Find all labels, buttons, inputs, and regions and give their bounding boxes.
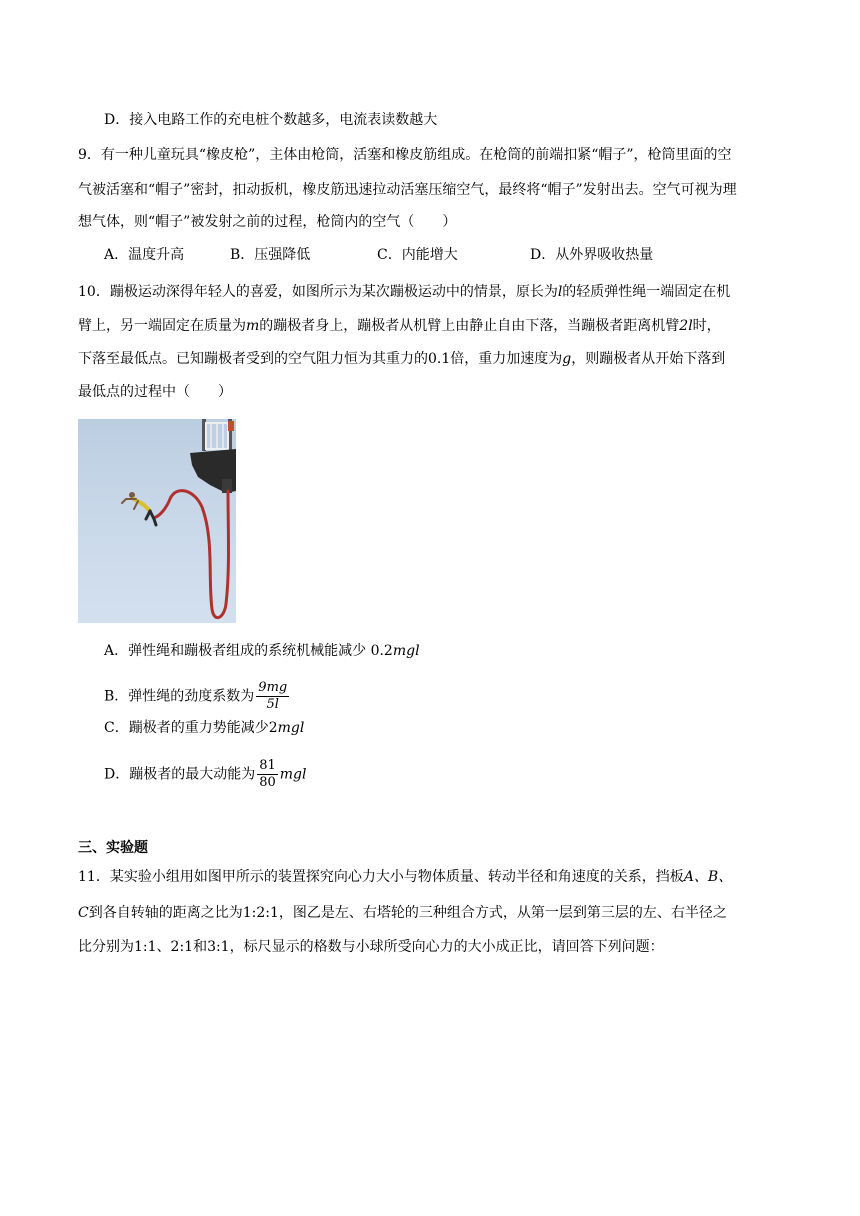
q9-option-c: C．内能增大 [377,247,458,263]
q10-option-d: D．蹦极者的最大动能为 $\frac{81}{80}$ mgl [104,758,307,790]
q9-text-line2: 气被活塞和“帽子”密封，扣动扳机，橡皮筋迅速拉动活塞压缩空气，最终将“帽子”发射出去。空气可视为理 [78,182,737,198]
q9-option-d: D．从外界吸收热量 [530,247,654,263]
q9-option-a: A．温度升高 [104,247,185,263]
q10-text-line2: 臂上，另一端固定在质量为m的蹦极者身上，蹦极者从机臂上由静止自由下落，当蹦极者距离机臂2l时， [78,318,721,334]
q9-text-line1: 9．有一种儿童玩具“橡皮枪”，主体由枪筒，活塞和橡皮筋组成。在枪筒的前端扣紧“帽子”，枪筒里面的空 [78,147,732,163]
q8-option-d: D．接入电路工作的充电桩个数越多，电流表读数越大 [104,112,438,128]
q10-text-line3: 下落至最低点。已知蹦极者受到的空气阻力恒为其重力的0.1倍，重力加速度为g，则蹦极者从开始下落到 [78,351,726,367]
q11-text-line3: 比分别为1:1、2:1和3:1，标尺显示的格数与小球所受向心力的大小成正比，请回答下列问题： [78,939,664,955]
q11-text-line1: 11．某实验小组用如图甲所示的装置探究向心力大小与物体质量、转动半径和角速度的关系，挡板A、B、 [78,869,733,885]
q9-text-line3: 想气体，则“帽子”被发射之前的过程，枪筒内的空气（ ） [78,214,457,230]
q9-option-b: B．压强降低 [230,247,311,263]
q10-text-line1: 10．蹦极运动深得年轻人的喜爱，如图所示为某次蹦极运动中的情景，原长为l的轻质弹性绳一端固定在机 [78,284,731,300]
q10-option-a: A．弹性绳和蹦极者组成的系统机械能减少 0.2mgl [104,643,420,659]
section-heading: 三、实验题 [78,840,148,856]
q11-text-line2: C到各自转轴的距离之比为1:2:1，图乙是左、右塔轮的三种组合方式，从第一层到第三层的左、右半径之 [78,905,727,921]
q10-text-line4: 最低点的过程中（ ） [78,384,232,400]
fraction-81-80: $\frac{81}{80}$ [259,758,276,790]
q10-option-c: C．蹦极者的重力势能减少2mgl [104,720,305,736]
fraction-9mg-5l: $\frac{9mg}{5l}$ [258,680,288,712]
bungee-photo [78,419,236,623]
q10-option-b: B．弹性绳的劲度系数为 $\frac{9mg}{5l}$ [104,680,288,712]
